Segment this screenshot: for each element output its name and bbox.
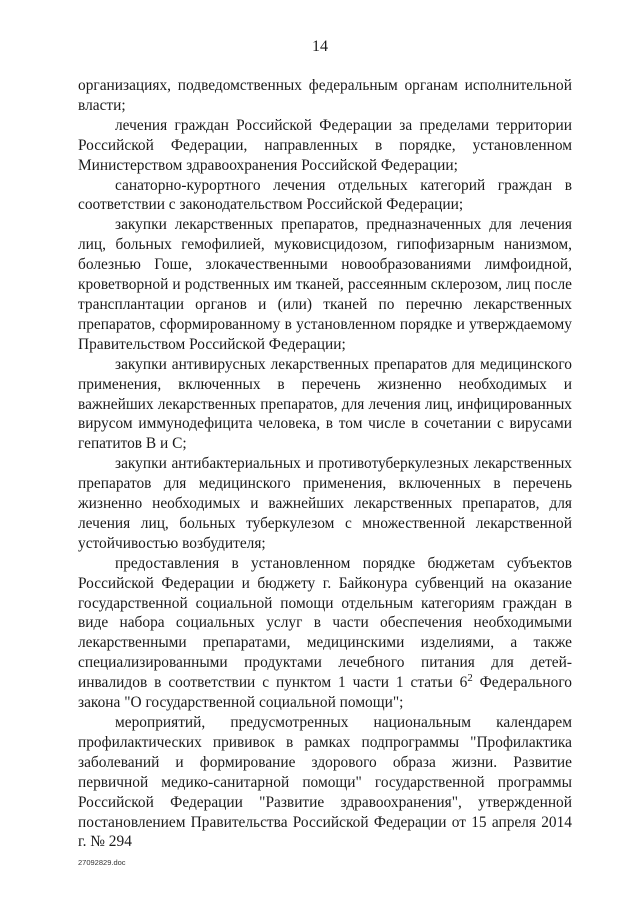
footer-file-name: 27092829.doc (78, 858, 126, 867)
paragraph-5: закупки антивирусных лекарственных препаратов для медицинского применения, включенных в перечень жизненно необходимых и важнейших лекарственных препаратов, для лечения лиц, инфицированных вирусом иммунодефицита человека, в том числе в сочетании с вирусами гепатитов B и C; (78, 355, 572, 453)
paragraph-7 (78, 554, 572, 713)
page-number: 14 (312, 38, 328, 55)
paragraph-7-text: предоставления в установленном порядке бюджетам субъектов Российской Федерации и бюджету г. Байконура субвенций на оказание государственной социальной помощи отдельным категориям граждан в виде набора социальных услуг в части обеспечения необходимыми лекарственными препаратами, медицинскими изделиями, а также специализированными продуктами лечебного питания для детей-инвалидов в соответствии с пунктом 1 части 1 статьи 6 (78, 554, 572, 692)
paragraph-2: лечения граждан Российской Федерации за пределами территории Российской Федерации, направленных в порядке, установленном Министерством здравоохранения Российской Федерации; (78, 116, 572, 174)
paragraph-4: закупки лекарственных препаратов, предназначенных для лечения лиц, больных гемофилией, муковисцидозом, гипофизарным нанизмом, болезнью Гоше, злокачественными новообразованиями лимфоидной, кроветворной и родственных им тканей, рассеянным склерозом, лиц после трансплантации органов и (или) тканей по перечню лекарственных препаратов, сформированному в установленном порядке и утверждаемому Правительством Российской Федерации; (78, 216, 572, 353)
paragraph-1: организациях, подведомственных федеральным органам исполнительной власти; (78, 77, 572, 114)
paragraph-7-tail: Федерального закона "О государственной социальной помощи"; (78, 674, 572, 712)
paragraph-8: мероприятий, предусмотренных национальным календарем профилактических прививок в рамках подпрограммы "Профилактика заболеваний и формирование здорового образа жизни. Развитие первичной медико-санитарной помощи" государственной программы Российской Федерации "Развитие здравоохранения", утвержденной постановлением Правительства Российской Федерации от 15 апреля 2014 г. № 294 (78, 714, 572, 851)
paragraph-6: закупки антибактериальных и противотуберкулезных лекарственных препаратов для медицинского применения, включенных в перечень жизненно необходимых и важнейших лекарственных препаратов, для лечения лиц, больных туберкулезом с множественной лекарственной устойчивостью возбудителя; (78, 455, 572, 552)
paragraph-7-superscript: 2 (467, 672, 473, 685)
paragraph-3: санаторно-курортного лечения отдельных категорий граждан в соответствии с законодательством Российской Федерации; (78, 176, 572, 214)
document-body (78, 76, 572, 852)
